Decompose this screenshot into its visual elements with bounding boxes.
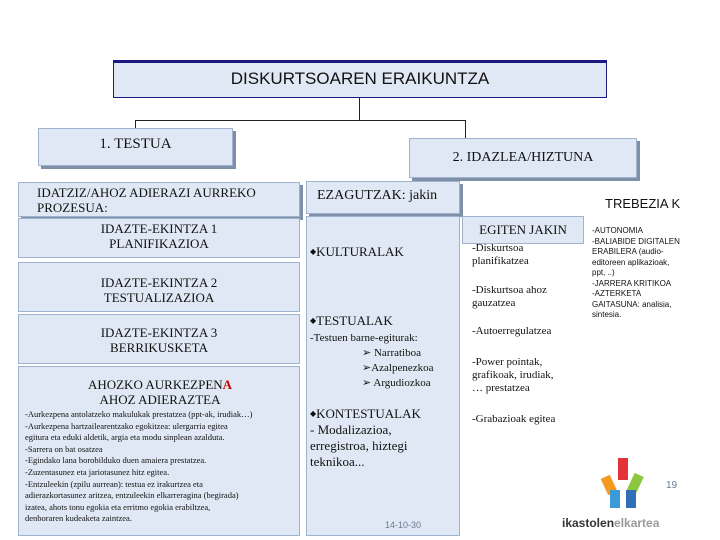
oral-item: -Zuzentasunez eta jariotasunez hitz egitea. [25,466,170,477]
idazlea-header: 2. IDAZLEA/HIZTUNA [452,150,594,165]
testua-header: 1. TESTUA [99,136,172,152]
oral-item: izatea, ahots tonu egokia eta erritmo egokia erabiltzea, [25,501,211,512]
egiten-header: EGITEN JAKIN [479,222,567,237]
logo-text [562,516,659,530]
testualak-item: ➢ Argudiozkoa [362,377,431,389]
connector-title-down [359,98,360,120]
connector-left-down [135,120,136,128]
testualak [310,313,458,391]
process-label-box [18,182,300,217]
oral-title [25,377,295,392]
oral-item: -Sarrera on bat osatzea [25,443,103,454]
diamond-icon: ◆ [310,409,317,418]
page-number: 19 [666,480,678,491]
logo-text-part2: elkartea [614,516,660,530]
logo-mark-icon [596,456,656,516]
step1-box [18,218,300,258]
logo-text-part1: ikastolen [562,516,615,530]
step2-line2: TESTUALIZAZIOA [103,290,215,305]
kontestualak-line: erregistroa, hiztegi [310,438,408,453]
oral-title-part2: A [222,377,233,392]
ezagutzak-header: EZAGUTZAK: jakin [317,188,438,203]
trebezia-list [592,226,712,321]
oral-box [18,366,300,536]
oral-item: -Aurkezpena hartzailearentzako egokitzea: ulergarria egitea [25,420,228,431]
kontestualak-line: - Modalizazioa, [310,422,392,437]
oral-item: -Egindako lana borobilduko duen amaiera prestatzea. [25,455,207,466]
footer-date: 14-10-30 [385,520,422,530]
trebezia-item: GAITASUNA: analisia, [592,299,672,309]
kontestualak-label: KONTESTUALAK [316,406,421,421]
trebezia-item: -JARRERA KRITIKOA [592,278,672,288]
ikastolen-logo [560,452,700,538]
step1-line1: IDAZTE-EKINTZA 1 [100,221,218,236]
kulturalak [310,244,404,260]
connector-right-down [465,120,466,138]
trebezia-item: sintesia. [592,310,622,319]
egiten-item: -Grabazioak egitea [472,413,556,425]
arrow-icon: ➢ [362,362,372,374]
diamond-icon: ◆ [310,247,317,256]
oral-item: denboraren kudeaketa zaintzea. [25,513,132,524]
testualak-label: TESTUALAK [316,313,393,328]
oral-item: adierazkortasunez aritzea, entzuleekin elkarreragina (begirada) [25,490,239,501]
step2-box [18,262,300,312]
oral-item: -Entzuleekin (zpilu aurrean): testua ez irakurtzea eta [25,478,203,489]
oral-list [25,409,299,525]
idazlea-header-box [409,138,637,178]
step3-line2: BERRIKUSKETA [110,340,208,355]
diamond-icon: ◆ [310,316,317,325]
title-box [113,60,607,98]
trebezia-header: TREBEZIA K [605,196,681,211]
step3-box [18,314,300,364]
trebezia-item: editoreen aplikazioak, [592,257,670,267]
oral-title-line2: AHOZ ADIERAZTEA [99,392,221,407]
process-label: IDATZIZ/AHOZ ADIERAZI AURREKO PROZESUA: [37,185,256,215]
testualak-item: ➢Azalpenezkoa [362,362,434,374]
oral-title-part1: AHOZKO AURKEZPEN [87,377,223,392]
page-title: DISKURTSOAREN ERAIKUNTZA [230,69,490,88]
testualak-item: ➢ Narratiboa [362,347,421,359]
egiten-item: -Power pointak, grafikoak, irudiak, … prestatzea [472,356,554,394]
trebezia-item: ERABILERA (audio- [592,247,664,256]
ezagutzak-header-box [306,181,460,214]
connector-horizontal [135,120,465,121]
step3-line1: IDAZTE-EKINTZA 3 [100,325,218,340]
testualak-sub: -Testuen barne-egiturak: [310,332,418,344]
trebezia-item: -AZTERKETA [592,289,642,298]
arrow-icon: ➢ [362,347,374,359]
kontestualak [310,406,458,470]
kulturalak-label: KULTURALAK [316,244,404,259]
trebezia-item: -BALIABIDE DIGITALEN [592,236,680,246]
egiten-item: -Autoerregulatzea [472,325,552,337]
trebezia-item: -AUTONOMIA [592,226,643,235]
trebezia-item: ppt, ..) [592,268,615,277]
arrow-icon: ➢ [362,377,374,389]
egiten-header-box [462,216,584,244]
step1-line2: PLANIFIKAZIOA [109,236,209,251]
step2-line1: IDAZTE-EKINTZA 2 [100,275,218,290]
testua-header-box [38,128,233,166]
oral-item: egitura eta eduki aldetik, argia eta modu sinplean azalduta. [25,432,225,443]
egiten-item: -Diskurtsoa ahoz gauzatzea [472,284,547,309]
oral-item: -Aurkezpena antolatzeko makulukak prestatzea (ppt-ak, irudiak…) [25,409,253,419]
egiten-item: -Diskurtsoa planifikatzea [472,242,529,267]
kontestualak-line: teknikoa... [310,454,365,469]
